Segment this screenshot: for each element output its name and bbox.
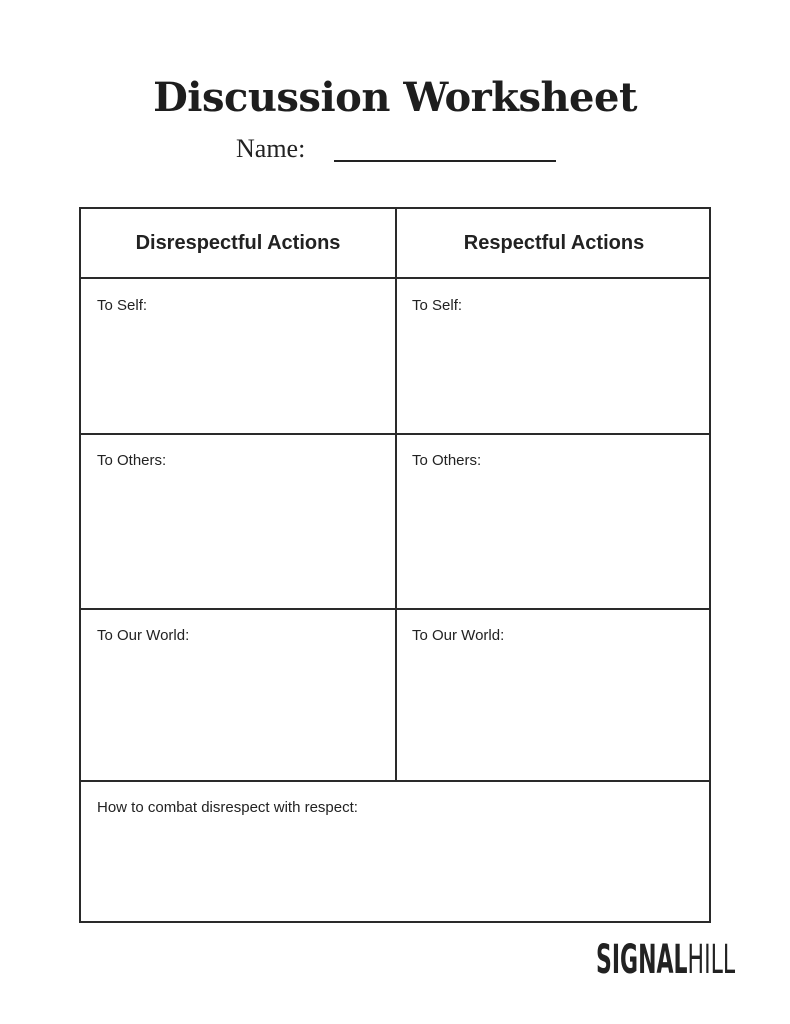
logo-part-signal: SIGNAL — [596, 937, 688, 983]
name-field-row — [236, 134, 566, 170]
cell-label-others-disrespectful: To Others: — [97, 452, 167, 469]
cell-label-self-respectful: To Self: — [412, 297, 463, 314]
cell-label-world-disrespectful: To Our World: — [97, 627, 190, 644]
page-title: Discussion Worksheet — [153, 74, 637, 121]
name-label: Name: — [236, 134, 306, 163]
logo-part-hill: HILL — [687, 937, 736, 983]
header-respectful: Respectful Actions — [463, 231, 645, 254]
worksheet-table — [79, 207, 711, 923]
cell-label-others-respectful: To Others: — [412, 452, 482, 469]
name-input-line[interactable] — [334, 160, 556, 162]
cell-label-world-respectful: To Our World: — [412, 627, 505, 644]
signalhill-logo — [596, 938, 735, 982]
cell-label-combat: How to combat disrespect with respect: — [97, 799, 358, 816]
column-divider — [395, 209, 397, 781]
cell-label-self-disrespectful: To Self: — [97, 297, 148, 314]
header-disrespectful: Disrespectful Actions — [135, 231, 341, 254]
